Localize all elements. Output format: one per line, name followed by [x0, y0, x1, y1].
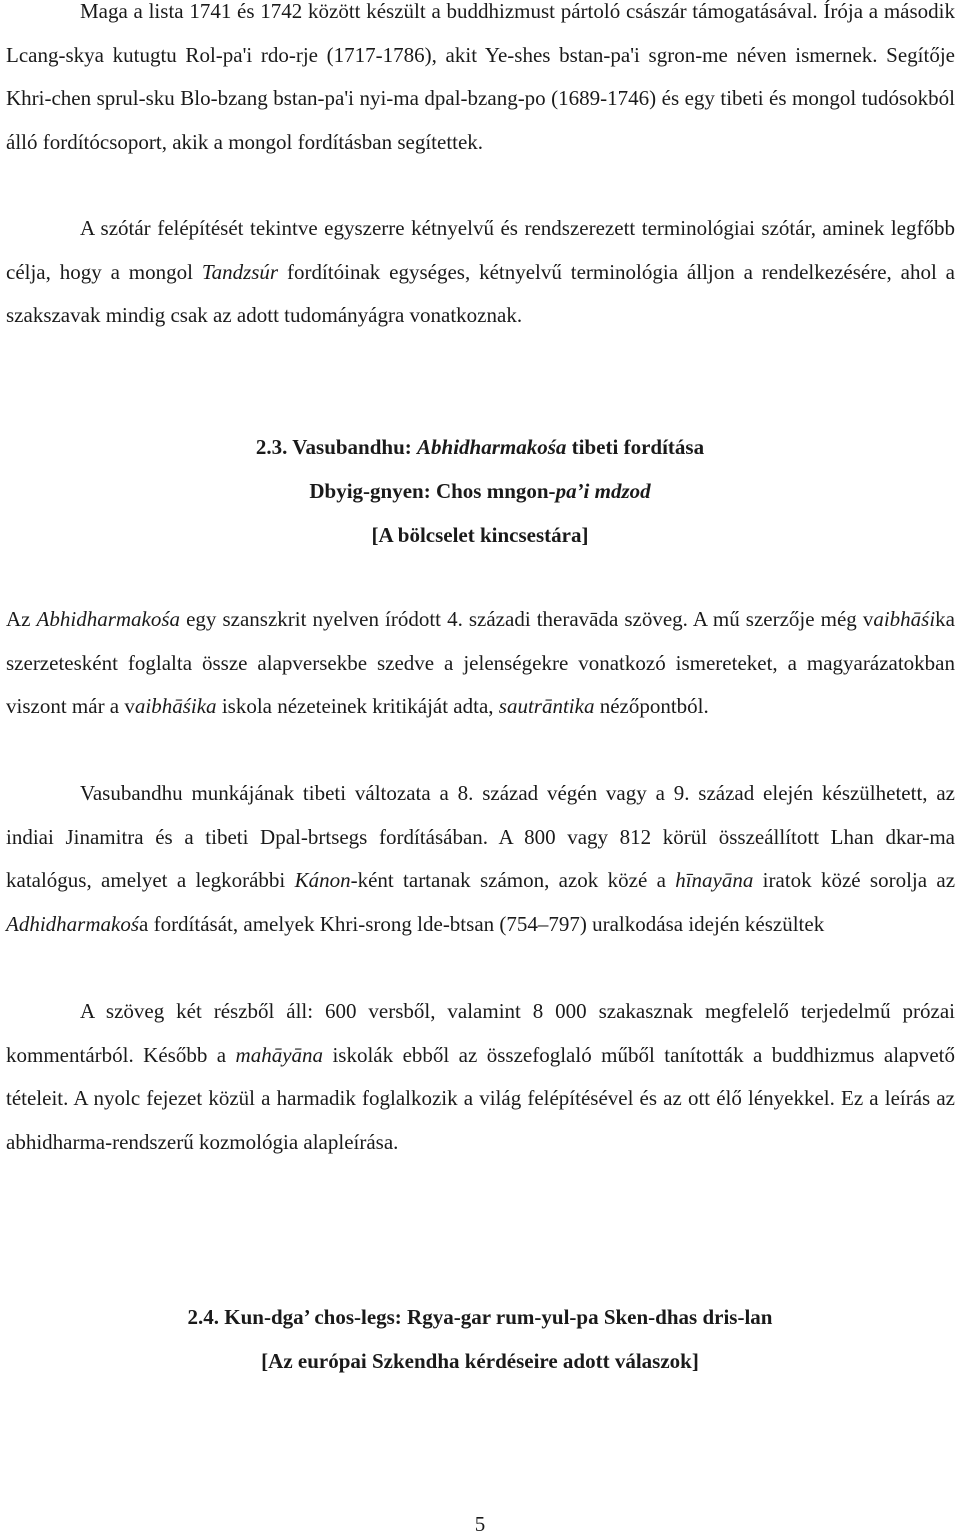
paragraph-text: [6, 772, 955, 946]
paragraph-lista: [6, 0, 955, 164]
heading-text: [Az európai Szkendha kérdéseire adott válaszok]: [261, 1349, 699, 1373]
italic-term: hīnayāna: [675, 868, 754, 893]
paragraph-text: [6, 990, 955, 1164]
paragraph-text: [6, 207, 955, 338]
italic-term: Abhidharmakośa: [36, 607, 181, 631]
section-heading-2-3: [0, 425, 960, 469]
italic-term: aibhāśika: [134, 694, 217, 719]
text-run: Vasubandhu munkájának tibeti változata a 8. század végén vagy a 9. század elején készülhetett, az indiai Jinamitra és a tibeti Dpal-brtsegs fordításában. A 800 vagy 812 körül összeállított Lhan dkar-ma katalógus, amelyet a legkorábbi: [6, 781, 955, 893]
text-run: A szótár felépítését tekintve egyszerre kétnyelvű és rendszerezett terminológiai szótár, aminek legfőbb célja, hogy a mongol: [6, 216, 955, 284]
paragraph-abhidharmakosa: [6, 598, 955, 729]
text-run: iratok közé sorolja az: [753, 868, 956, 893]
italic-term: Adhidharmakoś: [6, 911, 139, 936]
italic-term: aibhāśi: [873, 607, 936, 631]
paragraph-text: [6, 598, 955, 729]
italic-term: Tandzsúr: [201, 259, 279, 284]
paragraph-vasubandhu: [6, 772, 955, 946]
italic-term: mahāyāna: [235, 1042, 324, 1067]
text-run: Az: [6, 607, 37, 631]
text-run: iskola nézeteinek kritikáját adta,: [216, 694, 499, 719]
heading-text: 2.3. Vasubandhu:: [255, 435, 418, 459]
section-heading-2-4: [0, 1295, 960, 1339]
text-run: iskolák ebből az összefoglaló műből tanították a buddhizmus alapvető tételeit. A nyolc fejezet közül a harmadik foglalkozik a világ felépítésével és az ott élő lényekkel. Ez a leírás az abhidharma-rendszerű kozmológia alapleírása.: [6, 1042, 956, 1154]
text-run: ka szerzetesként foglalta össze alapversekbe szedve a jelenségekre vonatkozó ismereteket, a magyarázatokban viszont már a v: [6, 607, 955, 719]
page-number: 5: [474, 1512, 486, 1536]
paragraph-szotar: [6, 207, 955, 338]
italic-term: Kánon: [294, 868, 351, 893]
text-run: -ként tartanak számon, azok közé a: [350, 868, 676, 893]
heading-italic: pa’i mdzod: [555, 479, 651, 503]
heading-text: Dbyig-gnyen: Chos mngon-: [309, 479, 556, 503]
section-subheading-tibetan-title: [0, 469, 960, 513]
heading-italic: Abhidharmakośa: [417, 435, 567, 459]
heading-text: 2.4. Kun-dga’ chos-legs: Rgya-gar rum-yul-pa Sken-dhas dris-lan: [187, 1305, 773, 1329]
paragraph-szoveg: [6, 990, 955, 1164]
text-run: fordítóinak egységes, kétnyelvű terminológia álljon a rendelkezésére, ahol a szakszavak mindig csak az adott tudományágra vonatkoznak.: [6, 259, 955, 328]
heading-text: tibeti fordítása: [566, 435, 705, 459]
paragraph-text: Maga a lista 1741 és 1742 között készült a buddhizmust pártoló császár támogatásával. Írója a második Lcang-skya kutugtu Rol-pa'i rdo-rje (1717-1786), akit Ye-shes bstan-pa'i sgron-me néven ismernek. Segítője Khri-chen sprul-sku Blo-bzang bstan-pa'i nyi-ma dpal-bzang-po (1689-1746) és egy tibeti és mongol tudósokból álló fordítócsoport, akik a mongol fordításban segítettek.: [6, 0, 955, 154]
italic-term: sautrāntika: [498, 694, 595, 719]
text-run: egy szanszkrit nyelven íródott 4. századi theravāda szöveg. A mű szerzője még v: [180, 607, 874, 631]
text-run: A szöveg két részből áll: 600 versből, valamint 8 000 szakasznak megfelelő terjedelmű prózai kommentárból. Később a: [6, 999, 955, 1067]
text-run: nézőpontból.: [594, 694, 709, 719]
section-subheading-2-4-translation: [0, 1339, 960, 1383]
heading-text: [A bölcselet kincsestára]: [371, 523, 589, 547]
text-run: a fordítását, amelyek Khri-srong lde-btsan (754–797) uralkodása idején készültek: [139, 911, 825, 936]
section-subheading-translation: [0, 513, 960, 557]
